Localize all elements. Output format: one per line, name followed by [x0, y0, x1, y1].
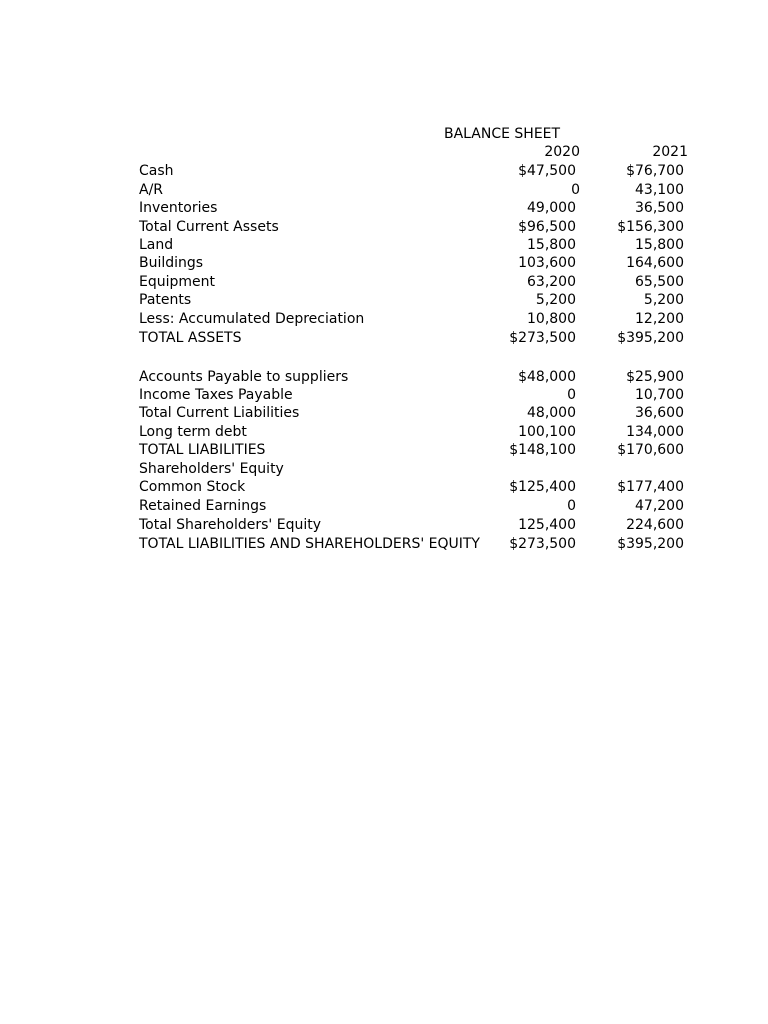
value-2020: $148,100: [509, 442, 576, 458]
row-accounts-receivable: [0, 181, 768, 199]
row-label: Inventories: [139, 200, 218, 216]
sheet-title: BALANCE SHEET: [444, 126, 561, 142]
row-label: Cash: [139, 163, 174, 179]
row-income-taxes-payable: [0, 386, 768, 404]
value-2020: $96,500: [518, 219, 576, 235]
column-header-row: [0, 143, 768, 161]
row-label: Patents: [139, 292, 192, 308]
row-label: Land: [139, 237, 174, 253]
row-label: Equipment: [139, 274, 215, 290]
row-label: TOTAL LIABILITIES AND SHAREHOLDERS' EQUITY: [139, 536, 480, 552]
row-label: TOTAL LIABILITIES: [139, 442, 266, 458]
value-2021: $395,200: [617, 330, 684, 346]
value-2020: 10,800: [527, 311, 576, 327]
row-land: [0, 236, 768, 254]
row-total-shareholders-equity: [0, 516, 768, 534]
row-total-assets: [0, 329, 768, 347]
value-2020: $273,500: [509, 330, 576, 346]
value-2021: $170,600: [617, 442, 684, 458]
row-label: A/R: [139, 182, 164, 198]
value-2020: 100,100: [518, 424, 576, 440]
row-shareholders-equity-heading: [0, 460, 768, 478]
row-long-term-debt: [0, 423, 768, 441]
row-retained-earnings: [0, 497, 768, 515]
row-total-liabilities-and-equity: [0, 535, 768, 553]
value-2021: 5,200: [643, 292, 684, 308]
value-2020: 49,000: [527, 200, 576, 216]
row-total-current-assets: [0, 218, 768, 236]
row-cash: [0, 162, 768, 180]
row-label: Less: Accumulated Depreciation: [139, 311, 365, 327]
row-label: Income Taxes Payable: [139, 387, 293, 403]
value-2020: $48,000: [518, 369, 576, 385]
row-equipment: [0, 273, 768, 291]
value-2021: 65,500: [635, 274, 684, 290]
value-2020: 63,200: [527, 274, 576, 290]
row-label: TOTAL ASSETS: [139, 330, 242, 346]
value-2020: 0: [567, 498, 576, 514]
value-2021: 224,600: [626, 517, 684, 533]
value-2021: $25,900: [626, 369, 684, 385]
value-2021: 15,800: [635, 237, 684, 253]
value-2021: 36,600: [635, 405, 684, 421]
row-label: Total Current Liabilities: [139, 405, 300, 421]
value-2021: 36,500: [635, 200, 684, 216]
row-label: Total Current Assets: [139, 219, 279, 235]
value-2020: $125,400: [509, 479, 576, 495]
row-label: Total Shareholders' Equity: [139, 517, 321, 533]
row-inventories: [0, 199, 768, 217]
row-label: Long term debt: [139, 424, 247, 440]
value-2020: 15,800: [527, 237, 576, 253]
value-2020: 125,400: [518, 517, 576, 533]
row-accounts-payable: [0, 368, 768, 386]
value-2020: $273,500: [509, 536, 576, 552]
value-2021: $395,200: [617, 536, 684, 552]
value-2020: 0: [571, 182, 580, 198]
row-total-current-liabilities: [0, 404, 768, 422]
row-label: Retained Earnings: [139, 498, 267, 514]
value-2021: $177,400: [617, 479, 684, 495]
value-2021: 10,700: [635, 387, 684, 403]
value-2021: 164,600: [626, 255, 684, 271]
value-2020: 103,600: [518, 255, 576, 271]
row-label: Buildings: [139, 255, 204, 271]
row-accumulated-depreciation: [0, 310, 768, 328]
column-header-2020: 2020: [544, 144, 580, 160]
value-2020: 0: [567, 387, 576, 403]
value-2020: $47,500: [518, 163, 576, 179]
row-buildings: [0, 254, 768, 272]
row-total-liabilities: [0, 441, 768, 459]
row-label: Common Stock: [139, 479, 246, 495]
value-2020: 48,000: [527, 405, 576, 421]
value-2021: 134,000: [626, 424, 684, 440]
value-2021: $76,700: [626, 163, 684, 179]
value-2020: 5,200: [535, 292, 576, 308]
value-2021: $156,300: [617, 219, 684, 235]
value-2021: 47,200: [635, 498, 684, 514]
column-header-2021: 2021: [652, 144, 688, 160]
row-patents: [0, 291, 768, 309]
row-label: Accounts Payable to suppliers: [139, 369, 349, 385]
value-2021: 43,100: [635, 182, 684, 198]
value-2021: 12,200: [635, 311, 684, 327]
row-common-stock: [0, 478, 768, 496]
row-label: Shareholders' Equity: [139, 461, 284, 477]
